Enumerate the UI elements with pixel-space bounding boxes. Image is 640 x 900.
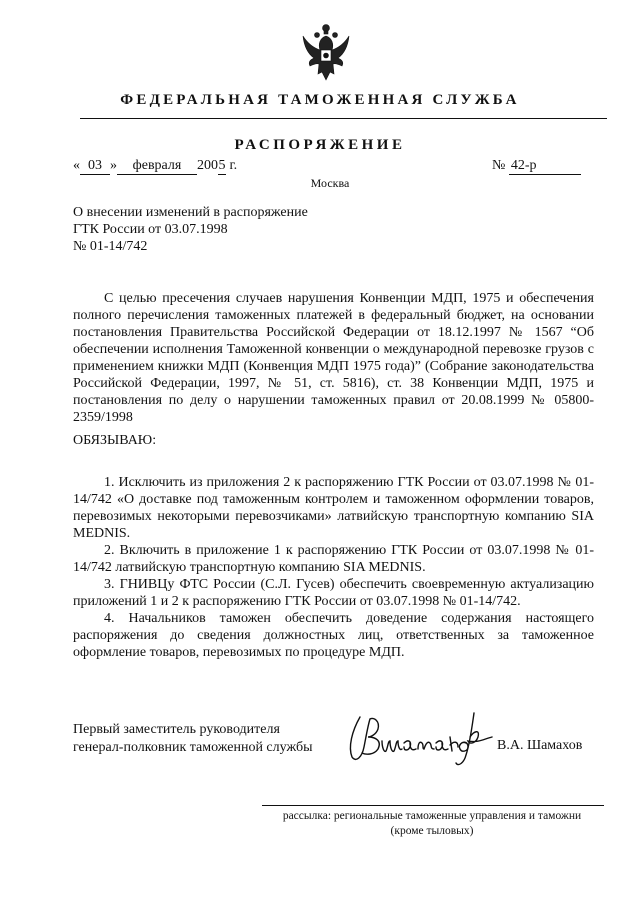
preamble: [73, 290, 594, 426]
signatory-title-line: генерал-полковник таможенной службы: [73, 740, 313, 755]
agency-name: ФЕДЕРАЛЬНАЯ ТАМОЖЕННАЯ СЛУЖБА: [120, 92, 520, 108]
date-month: февраля: [117, 158, 197, 175]
mailing-line: (кроме тыловых): [390, 825, 474, 837]
subject-line: ГТК России от 03.07.1998: [73, 222, 228, 237]
subject-line: О внесении изменений в распоряжение: [73, 205, 308, 220]
items-list: [73, 474, 594, 661]
list-item: 4. Начальников таможен обеспечить доведение содержания настоящего распоряжения до сведения должностных лиц, ответственных за таможенное оформление товаров, перевозимых по процедуре МДП.: [73, 611, 594, 660]
document-type: РАСПОРЯЖЕНИЕ: [234, 137, 406, 153]
list-item: 2. Включить в приложение 1 к распоряжению ГТК России от 03.07.1998 № 01-14/742 латвийскую транспортную компанию SIA MEDNIS.: [73, 543, 594, 575]
preamble-text: С целью пресечения случаев нарушения Конвенции МДП, 1975 и обеспечения полного перечисления таможенных платежей в федеральный бюджет, на основании постановления Правительства Российской Федерации от 18.12.1997 № 1567 “Об обеспечении исполнения Таможенной конвенции о международной перевозке грузов с применением книжки МДП (Конвенция МДП 1975 года)” (Собрание законодательства Российской Федерации, 1997, № 51, ст. 5816), ст. 38 Конвенции МДП, 1975 и постановления по делу о нарушении таможенных правил от 20.08.1999 № 05800-2359/1998: [73, 291, 594, 425]
mailing-line: рассылка: региональные таможенные управления и таможни: [282, 810, 582, 822]
document-number: [492, 158, 581, 175]
city: Москва: [310, 176, 350, 190]
signatory-title: [73, 721, 312, 757]
header-rule: [80, 118, 607, 119]
list-item: 3. ГНИВЦу ФТС России (С.Л. Гусев) обеспечить своевременную актуализацию приложений 1 и 2 к распоряжению ГТК России от 03.07.1998 № 01-14/742.: [73, 577, 594, 609]
emblem-icon: [300, 22, 352, 84]
date-day: 03: [80, 158, 110, 175]
handwritten-signature: [346, 707, 502, 769]
list-item: 1. Исключить из приложения 2 к распоряжению ГТК России от 03.07.1998 № 01-14/742 «О доставке под таможенным контролем и таможенном оформлении товаров, перевозимых некоторыми перевозчиками» латвийскую транспортную компанию SIA MEDNIS.: [73, 475, 594, 541]
date-year-a: 200: [197, 158, 218, 173]
number-value: 42-р: [509, 158, 581, 175]
number-prefix: №: [492, 158, 506, 173]
date-close-quote: »: [110, 158, 117, 173]
subject: [73, 204, 403, 255]
signatory-name: В.А. Шамахов: [497, 738, 583, 753]
mailing-rule: [262, 805, 604, 806]
document-date: [73, 158, 237, 175]
date-suffix: г.: [229, 158, 238, 173]
date-year-b: 5: [218, 158, 226, 173]
obligation-heading: ОБЯЗЫВАЮ:: [73, 433, 157, 448]
signatory-title-line: Первый заместитель руководителя: [73, 722, 280, 737]
date-open-quote: «: [73, 158, 80, 173]
mailing-list: [262, 809, 602, 839]
subject-line: № 01-14/742: [73, 239, 148, 254]
